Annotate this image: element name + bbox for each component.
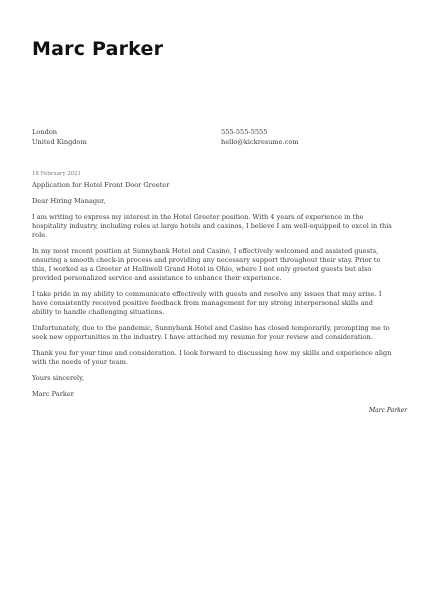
letter-body: [32, 171, 394, 406]
letter-date: 18 February 2021: [32, 171, 81, 177]
letter-paragraph-5: Thank you for your time and consideration. I look forward to discussing how my skills and experience align with the needs of your team.: [32, 348, 392, 366]
letter-paragraph-2: In my most recent position at Sunnybank Hotel and Casino, I effectively welcomed and assisted guests, ensuring a smooth check-in process and providing any necessary support throughout their stay. Prior to this, I worked as a Greeter at Halliwell Grand Hotel in Ohio, where I not only greeted guests but also provided personalized service and assistance to enhance their experience.: [32, 246, 381, 282]
contact-phone: 555-555-5555: [221, 128, 268, 136]
contact-country: United Kingdom: [32, 137, 87, 146]
letter-subject: Application for Hotel Front Door Greeter: [32, 181, 170, 189]
contact-address: [32, 128, 87, 147]
applicant-name: Marc Parker: [32, 38, 164, 60]
contact-details: [221, 128, 299, 147]
contact-email: hello@kickresume.com: [221, 137, 299, 146]
letter-paragraph-3: I take pride in my ability to communicate effectively with guests and resolve any issues that may arise. I have consistently received positive feedback from management for my strong interpersonal skills and ability to handle challenging situations.: [32, 289, 382, 316]
letter-paragraph-1: I am writing to express my interest in the Hotel Greeter position. With 4 years of experience in the hospitality industry, including roles at large hotels and casinos, I believe I am well-equipped to excel in this role.: [32, 213, 392, 239]
handwritten-signature: Marc Parker: [369, 407, 408, 414]
letter-salutation: Dear Hiring Manager,: [32, 196, 106, 205]
letter-closing: Yours sincerely,: [32, 373, 85, 382]
letter-paragraph-4: Unfortunately, due to the pandemic, Sunnybank Hotel and Casino has closed temporarily, prompting me to seek new opportunities in the industry. I have attached my resume for your review and consideration.: [32, 323, 390, 341]
contact-city: London: [32, 128, 58, 136]
letter-signer: Marc Parker: [32, 389, 74, 398]
